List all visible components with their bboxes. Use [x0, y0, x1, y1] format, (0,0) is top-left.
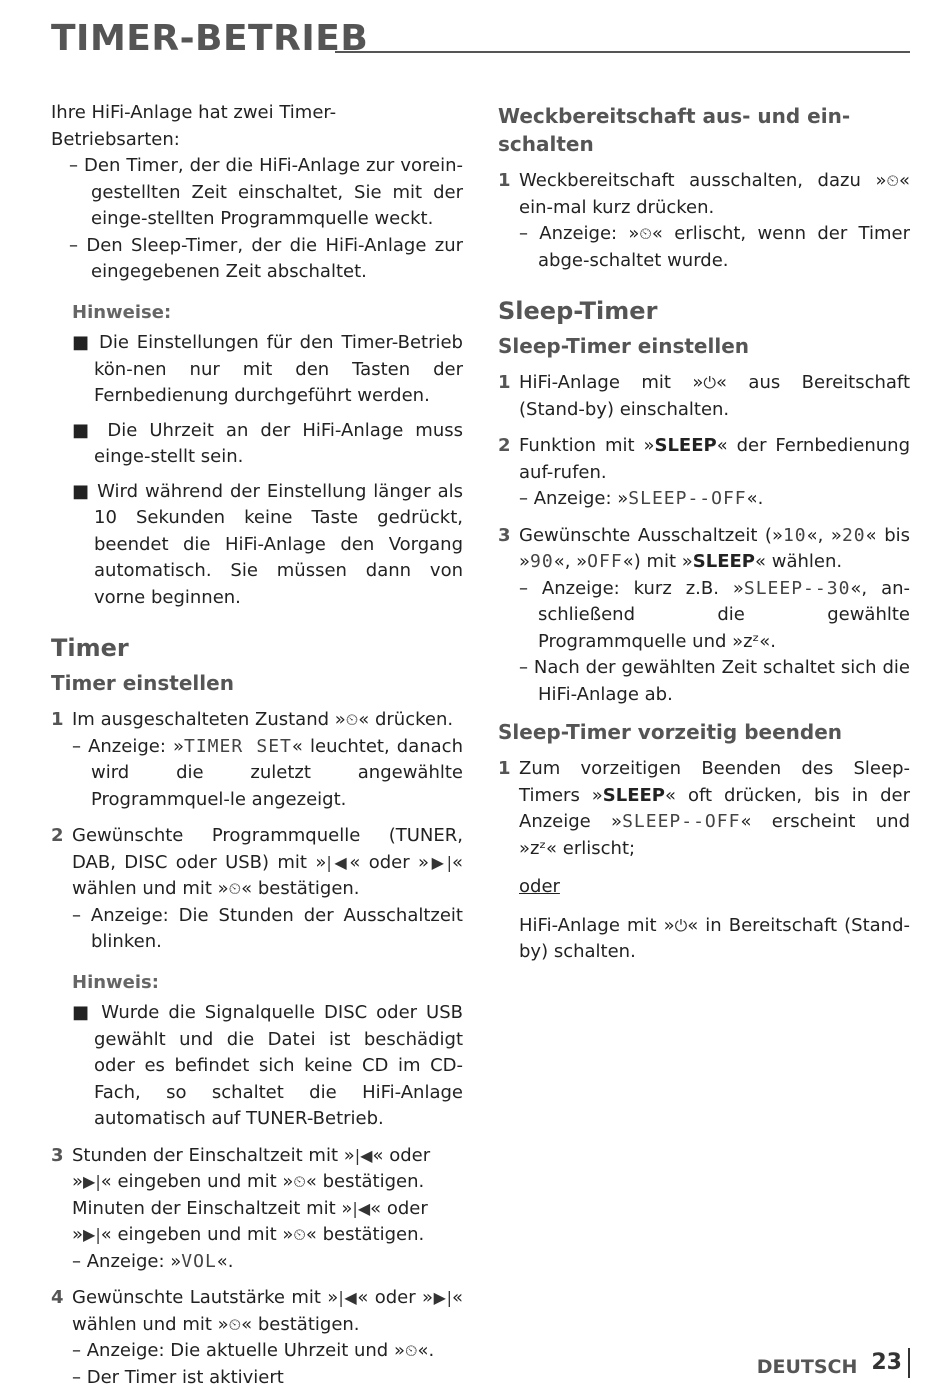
prev-icon: |◀	[326, 853, 349, 872]
lcd-text: 10	[783, 525, 807, 546]
step-text: Funktion mit »	[519, 435, 654, 456]
step-sub-text: – Anzeige: »	[72, 1251, 181, 1272]
step-sub-text: – Anzeige: »	[519, 223, 639, 244]
lcd-text: 20	[842, 525, 866, 546]
lcd-text: TIMER SET	[184, 736, 292, 757]
prev-icon: |◀	[355, 1146, 373, 1165]
step-text: « ein-mal kurz drücken.	[519, 170, 910, 218]
step-sub-text: «.	[747, 488, 764, 509]
step-text: HiFi-Anlage mit »	[519, 915, 675, 936]
step-sub-text: – Anzeige: »	[72, 736, 184, 757]
sleep-key: SLEEP	[693, 551, 755, 572]
intro-item: – Den Sleep-Timer, der die HiFi-Anlage zur eingegebenen Zeit abschaltet.	[51, 233, 463, 286]
early-heading: Sleep-Timer vorzeitig beenden	[498, 718, 910, 746]
step-number: 2	[51, 823, 64, 850]
step-sub-text: « leuchtet, danach wird die zuletzt angewählte Programmquel-le angezeigt.	[91, 736, 463, 810]
step-text: « oder »	[72, 1145, 430, 1193]
step-number: 3	[51, 1143, 64, 1170]
step-sub-text: « erlischt, wenn der Timer abge-schaltet wurde.	[538, 223, 910, 271]
sleep-step-1	[498, 370, 910, 423]
step-text: «) mit »	[623, 551, 693, 572]
step-text: « aus Bereitschaft (Stand-by) einschalten.	[519, 372, 910, 420]
step-number: 4	[51, 1285, 64, 1312]
step-number: 1	[498, 168, 511, 195]
step-text: «, »	[807, 525, 842, 546]
timer-step-4	[51, 1285, 463, 1391]
prev-icon: |◀	[338, 1288, 357, 1307]
step-number: 1	[498, 756, 511, 783]
timer-icon: ⏲	[229, 1315, 241, 1334]
step-text: « erscheint und »zᶻ« erlischt;	[519, 811, 910, 859]
sleep-key: SLEEP	[654, 435, 716, 456]
prev-icon: |◀	[352, 1199, 370, 1218]
right-column	[498, 100, 910, 966]
step-text: Gewünschte Ausschaltzeit (»	[519, 525, 783, 546]
next-icon: ▶|	[429, 853, 452, 872]
sleep-heading: Sleep-Timer	[498, 296, 910, 326]
step-sub-text: – Nach der gewählten Zeit schaltet sich die HiFi-Anlage ab.	[519, 655, 910, 708]
sleep-step-3	[498, 523, 910, 709]
note-item: ■ Die Uhrzeit an der HiFi-Anlage muss einge-stellt sein.	[51, 418, 463, 471]
lcd-text: VOL	[181, 1251, 217, 1272]
sleep-key: SLEEP	[603, 785, 665, 806]
step-text: Stunden der Einschaltzeit mit »	[72, 1145, 355, 1166]
next-icon: ▶|	[433, 1288, 452, 1307]
page-number: 23	[871, 1348, 910, 1378]
timer-step-3	[51, 1143, 463, 1276]
step-sub-text: – Anzeige: »	[519, 488, 628, 509]
step-sub-text: «.	[217, 1251, 234, 1272]
step-text: Im ausgeschalteten Zustand »	[72, 709, 346, 730]
note-item: ■ Wird während der Einstellung länger als 10 Sekunden keine Taste gedrückt, beendet die HiFi-Anlage den Vorgang automatisch. Sie müssen dann von vorne beginnen.	[51, 479, 463, 612]
page-footer	[757, 1348, 910, 1378]
step-text: « oder »	[72, 1198, 428, 1246]
step-number: 1	[51, 707, 64, 734]
intro-item: – Den Timer, der die HiFi-Anlage zur vorein-gestellten Zeit einschaltet, Sie mit der einge-stellten Programmquelle weckt.	[51, 153, 463, 233]
lcd-text: SLEEP--OFF	[628, 488, 746, 509]
power-icon: ⏻	[703, 373, 716, 392]
note-heading: Hinweis:	[72, 970, 463, 997]
intro-text: Ihre HiFi-Anlage hat zwei Timer-Betriebsarten:	[51, 100, 463, 153]
timer-icon: ⏲	[346, 710, 358, 729]
step-text: «, »	[554, 551, 587, 572]
lcd-text: SLEEP--30	[744, 578, 851, 599]
step-sub-text: – Der Timer ist aktiviert	[72, 1365, 463, 1391]
step-text: « eingeben und mit »	[101, 1224, 294, 1245]
timer-icon: ⏲	[229, 879, 241, 898]
footer-language: DEUTSCH	[757, 1356, 858, 1378]
step-text: « bestätigen.	[241, 1314, 359, 1335]
step-text: « oder »	[349, 852, 429, 873]
step-sub-text: «, an-schließend die gewählte Programmquelle und »zᶻ«.	[538, 578, 910, 652]
sleep-step-2	[498, 433, 910, 513]
step-text: HiFi-Anlage mit »	[519, 372, 703, 393]
step-text: Weckbereitschaft ausschalten, dazu »	[519, 170, 887, 191]
notes-heading: Hinweise:	[72, 300, 463, 327]
step-sub-text: – Anzeige: Die aktuelle Uhrzeit und »	[72, 1340, 405, 1361]
step-text: « drücken.	[358, 709, 453, 730]
lcd-text: SLEEP--OFF	[622, 811, 740, 832]
sleep-subheading: Sleep-Timer einstellen	[498, 332, 910, 360]
step-sub-text: – Anzeige: Die Stunden der Ausschaltzeit blinken.	[72, 903, 463, 956]
note-item: ■ Wurde die Signalquelle DISC oder USB gewählt und die Datei ist beschädigt oder es befindet sich keine CD im CD-Fach, so schaltet die HiFi-Anlage automatisch auf TUNER-Betrieb.	[51, 1000, 463, 1133]
step-text: « bestätigen.	[241, 878, 359, 899]
step-text: « oder »	[357, 1287, 433, 1308]
timer-icon: ⏲	[887, 171, 899, 190]
step-number: 1	[498, 370, 511, 397]
power-icon: ⏻	[675, 916, 688, 935]
step-text: « bestätigen.	[306, 1171, 424, 1192]
step-text: « in Bereitschaft (Stand-by) schalten.	[519, 915, 910, 963]
timer-step-1	[51, 707, 463, 813]
lcd-text: OFF	[587, 551, 623, 572]
step-sub-text: «.	[417, 1340, 434, 1361]
timer-icon: ⏲	[405, 1341, 417, 1360]
step-text: « der Fernbedienung auf-rufen.	[519, 435, 910, 483]
timer-icon: ⏲	[293, 1172, 305, 1191]
weck-heading: Weckbereitschaft aus- und ein-schalten	[498, 102, 910, 158]
weck-step-1	[498, 168, 910, 274]
timer-subheading: Timer einstellen	[51, 669, 463, 697]
step-text: « wählen und mit »	[72, 852, 463, 900]
step-text: « wählen und mit »	[72, 1287, 463, 1335]
step-text: « bestätigen.	[306, 1224, 424, 1245]
next-icon: ▶|	[83, 1225, 101, 1244]
step-number: 2	[498, 433, 511, 460]
step-text: « eingeben und mit »	[101, 1171, 294, 1192]
step-sub-text: – Anzeige: kurz z.B. »	[519, 578, 744, 599]
early-step-1	[498, 756, 910, 966]
step-text: « oft drücken, bis in der Anzeige »	[519, 785, 910, 833]
step-text: Zum vorzeitigen Beenden des Sleep-Timers »	[519, 758, 910, 806]
lcd-text: 90	[530, 551, 554, 572]
title-rule	[335, 51, 910, 53]
step-text: « bis »	[519, 525, 910, 573]
next-icon: ▶|	[83, 1172, 101, 1191]
note-item: ■ Die Einstellungen für den Timer-Betrieb kön-nen nur mit den Tasten der Fernbedienung durchgeführt werden.	[51, 330, 463, 410]
oder-text: oder	[519, 874, 910, 901]
timer-heading: Timer	[51, 633, 463, 663]
step-number: 3	[498, 523, 511, 550]
step-text: Gewünschte Lautstärke mit »	[72, 1287, 338, 1308]
left-column	[51, 100, 463, 1391]
timer-step-2	[51, 823, 463, 956]
timer-icon: ⏲	[639, 224, 651, 243]
page-title: TIMER-BETRIEB	[51, 18, 368, 59]
timer-icon: ⏲	[293, 1225, 305, 1244]
step-text: Minuten der Einschaltzeit mit »	[72, 1198, 352, 1219]
step-text: Gewünschte Programmquelle (TUNER, DAB, DISC oder USB) mit »	[72, 825, 463, 873]
step-text: « wählen.	[755, 551, 842, 572]
